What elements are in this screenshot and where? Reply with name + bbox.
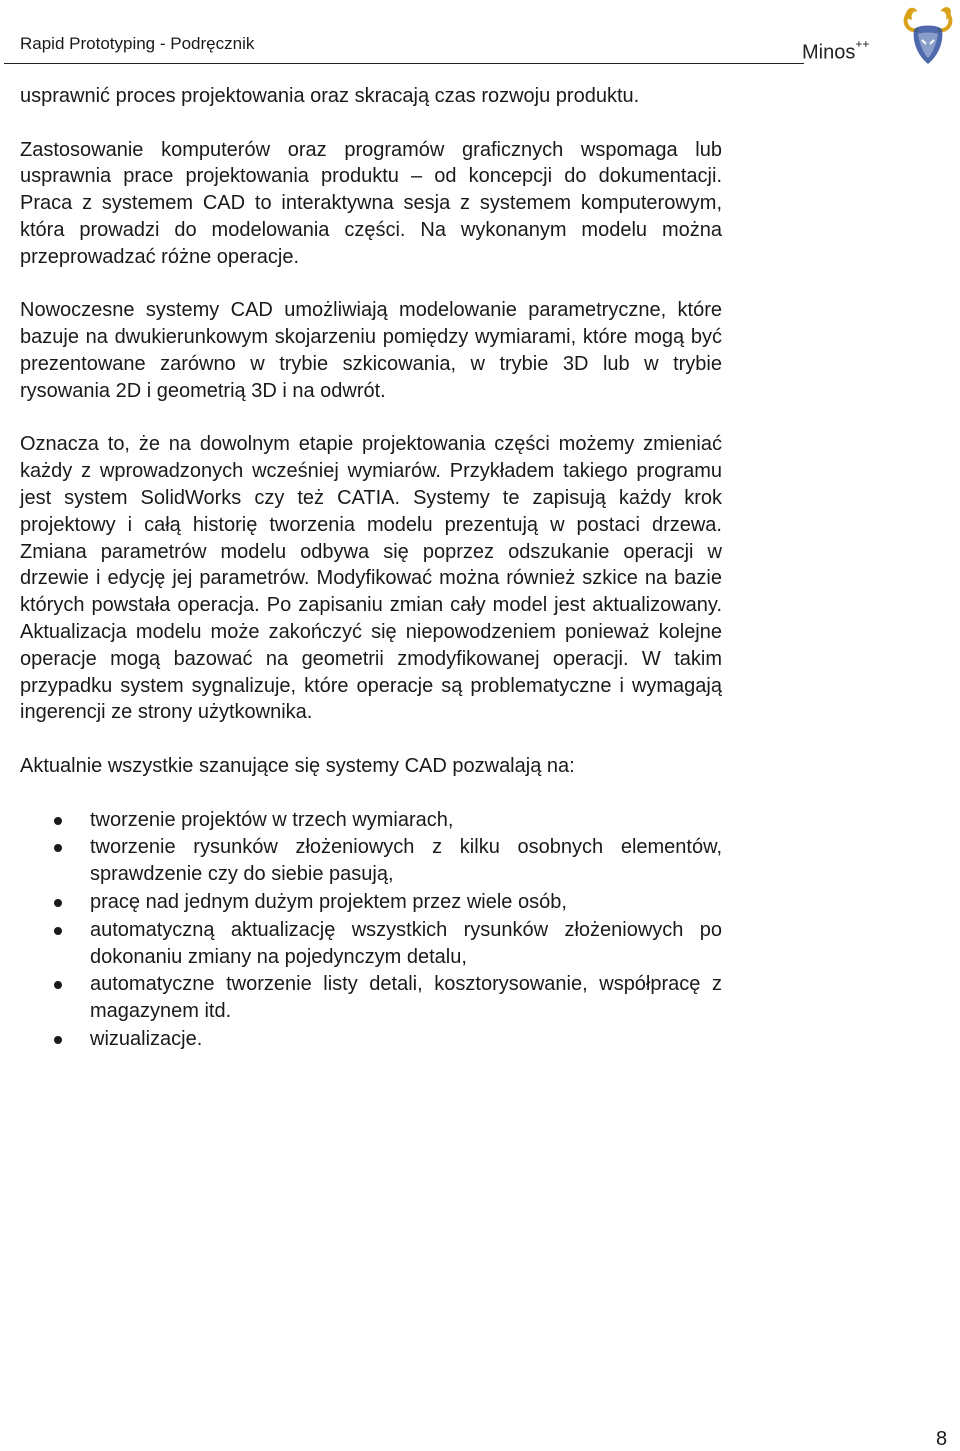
list-item-text: tworzenie projektów w trzech wymiarach, [90,808,454,831]
bullet-icon [54,1036,62,1044]
brand-superscript: ++ [855,37,870,51]
list-item [20,889,722,916]
list-item [20,971,722,1025]
brand-name: Minos [802,41,856,64]
page-content [20,83,722,1054]
paragraph: Aktualnie wszystkie szanujące się systemy CAD pozwalają na: [20,754,575,777]
list-item-text: pracę nad jednym dużym projektem przez wiele osób, [90,890,567,913]
bullet-icon [54,899,62,907]
paragraph: usprawnić proces projektowania oraz skracają czas rozwoju produktu. [20,85,640,107]
page-number: 8 [936,1428,948,1450]
bullet-icon [54,981,62,989]
header-brand [802,37,870,65]
feature-list [20,807,722,1053]
paragraph: Zastosowanie komputerów oraz programów graficznych wspomaga lub usprawnia prace projektowania produktu – od koncepcji do dokumentacji. Praca z systemem CAD to interaktywna sesja z systemem komputerowym, która prowadzi do modelowania części. Na wykonanym modelu można przeprowadzać różne operacje. [20,138,722,268]
bullet-icon [54,817,62,825]
page-header [0,0,960,80]
paragraph: Oznacza to, że na dowolnym etapie projektowania części możemy zmieniać każdy z wprowadzonych wcześniej wymiarów. Przykładem takiego programu jest system SolidWorks czy też CATIA. Systemy te zapisują każdy krok projektowy i całą historię tworzenia modelu prezentują w postaci drzewa. Zmiana parametrów modelu odbywa się poprzez odszukanie operacji w drzewie i edycję jej parametrów. Modyfikować można również szkice na bazie których powstała operacja. Po zapisaniu zmian cały model jest aktualizowany. Aktualizacja modelu może zakończyć się niepowodzeniem ponieważ kolejne operacje mogą bazować na geometrii zmodyfikowanej operacji. W takim przypadku system sygnalizuje, które operacje są problematyczne i wymagają ingerencji ze strony użytkownika. [20,433,722,724]
header-divider [4,63,804,64]
list-item-text: wizualizacje. [90,1027,203,1050]
paragraph: Nowoczesne systemy CAD umożliwiają modelowanie parametryczne, które bazuje na dwukierunkowym skojarzeniu pomiędzy wymiarami, które mogą być prezentowane zarówno w trybie szkicowania, w trybie 3D lub w trybie rysowania 2D i geometrią 3D i na odwrót. [20,299,722,402]
bullet-icon [54,927,62,935]
list-item [20,917,722,971]
list-item-text: tworzenie rysunków złożeniowych z kilku osobnych elementów, sprawdzenie czy do siebie pasują, [90,836,722,886]
bull-logo-icon [900,4,956,70]
list-item-text: automatyczne tworzenie listy detali, kosztorysowanie, współpracę z magazynem itd. [90,973,722,1023]
list-item-text: automatyczną aktualizację wszystkich rysunków złożeniowych po dokonaniu zmiany na pojedynczym detalu, [90,918,722,968]
list-item [20,834,722,888]
header-title: Rapid Prototyping - Podręcznik [20,34,255,53]
list-item [20,807,722,834]
list-item [20,1026,722,1053]
bullet-icon [54,844,62,852]
